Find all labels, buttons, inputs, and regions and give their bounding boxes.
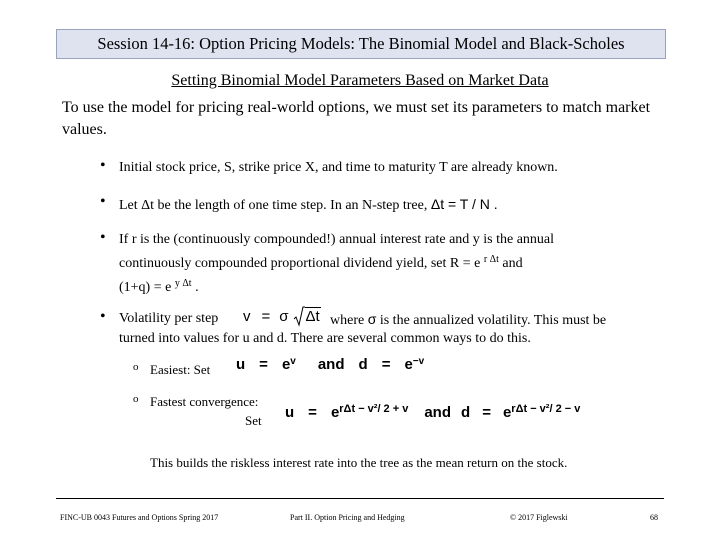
- footer-course: FINC-UB 0043 Futures and Options Spring 2017: [60, 513, 219, 522]
- dividend-exponent: y Δt: [174, 278, 192, 289]
- footer-part: Part II. Option Pricing and Hedging: [290, 513, 405, 522]
- sub-bullet-marker: o: [133, 393, 139, 405]
- bullet-4-line-1: Volatility per step: [119, 311, 219, 326]
- fastest-convergence-formula: $u = e^{r\Delta t - v^2/ 2 + v}$ and $d = e^{r\Delta t - v^2/ 2 - v}$: [285, 403, 581, 421]
- sub-item-2-set: Set: [245, 413, 262, 428]
- slide-subtitle: Setting Binomial Model Parameters Based on Market Data: [171, 72, 549, 89]
- bullet-dot: •: [100, 193, 106, 210]
- bullet-2-text: [119, 194, 498, 216]
- bullet-1-text: Initial stock price, S, strike price X, and time to maturity T are already known.: [119, 160, 558, 175]
- slide-header: [56, 29, 666, 59]
- intro-paragraph: To use the model for pricing real-world options, we must set its parameters to match market values.: [62, 99, 651, 138]
- sub-bullet-marker: o: [133, 361, 139, 373]
- bullet-3-line-2: continuously compounded proportional dividend yield, set R = e $^{r \Delta t}$ and: [119, 254, 523, 271]
- footer-page-number: 68: [650, 513, 658, 522]
- riskless-exponent: r Δt: [483, 254, 499, 265]
- closing-note: This builds the riskless interest rate into the tree as the mean return on the stock.: [150, 455, 568, 470]
- bullet-dot: •: [100, 229, 106, 246]
- easiest-formula: $u = e^v$ and $d = e^{-v}$: [236, 356, 425, 373]
- footer-divider: [56, 498, 664, 499]
- bullet-3-line-3: (1+q) = e $^{y \Delta t}$ .: [119, 278, 199, 295]
- bullet-3-text: [119, 230, 554, 298]
- delta-t-formula: Δt = T / N .: [430, 196, 498, 212]
- sqrt-sign: [293, 305, 305, 327]
- bullet-dot: •: [100, 308, 106, 325]
- volatility-formula: v = σ Δt: [243, 305, 321, 327]
- bullet-3-line-1: If r is the (continuously compounded!) annual interest rate and y is the annual: [119, 232, 555, 247]
- footer-copyright: © 2017 Figlewski: [510, 513, 568, 522]
- bullet-2-lead: Let Δt be the length of one time step. In an N-step tree,: [119, 198, 431, 213]
- bullet-dot: •: [100, 157, 106, 174]
- bullet-4-line-2: turned into values for u and d. There are several common ways to do this.: [119, 331, 531, 346]
- sub-item-2-label: Fastest convergence:: [150, 394, 259, 409]
- bullet-4-line-1-tail: where σ is the annualized volatility. This must be: [330, 311, 607, 328]
- slide-title: Session 14-16: Option Pricing Models: The Binomial Model and Black-Scholes: [97, 34, 625, 53]
- sub-item-1-label: Easiest: Set: [150, 362, 211, 377]
